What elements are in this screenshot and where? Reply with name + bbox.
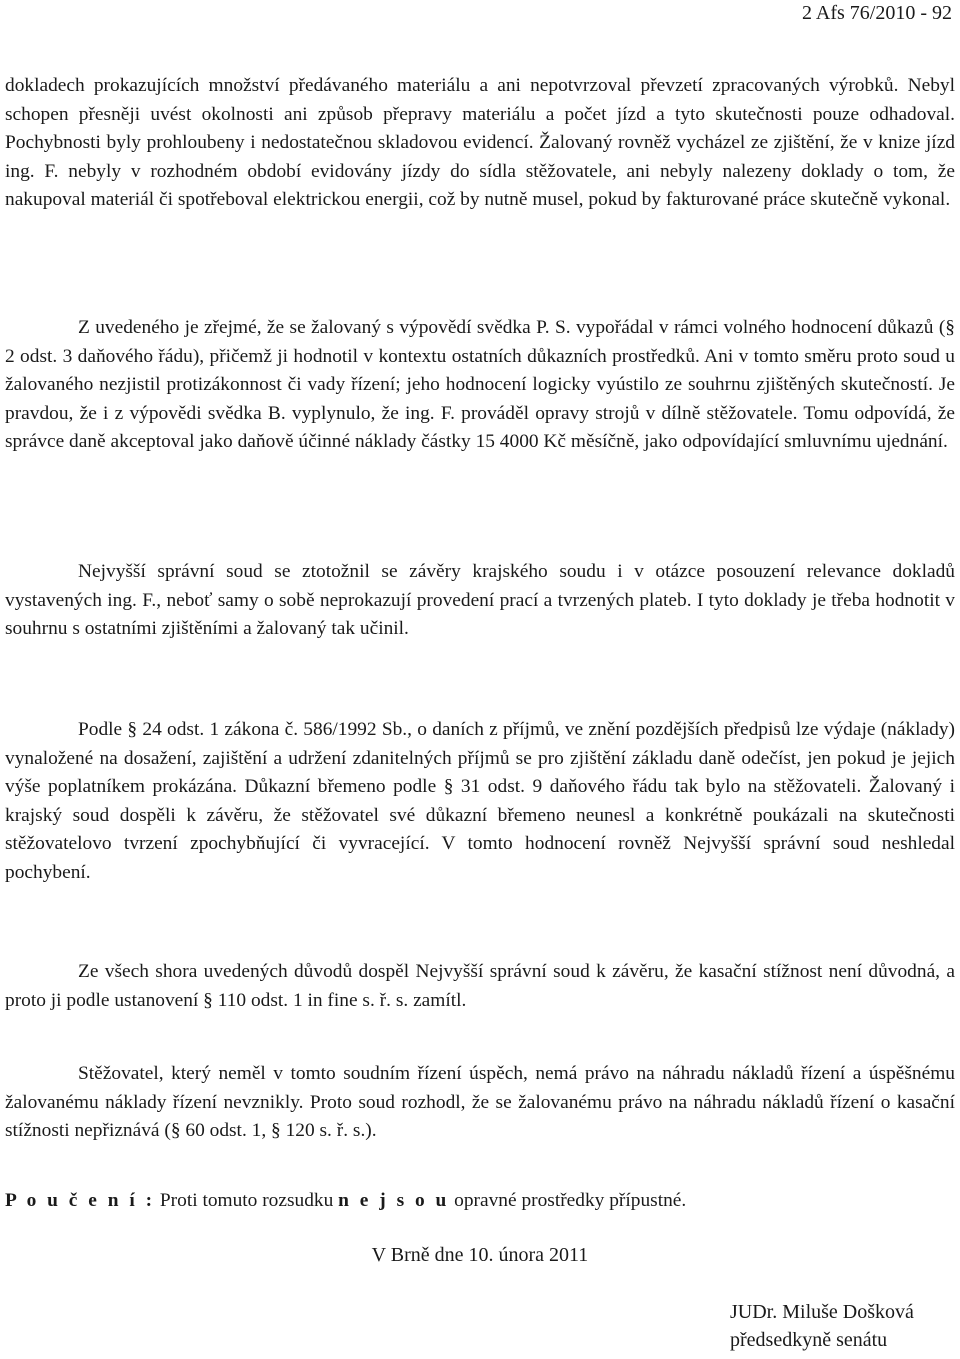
place-and-date: V Brně dne 10. února 2011 (371, 1244, 589, 1266)
paragraph-4: Podle § 24 odst. 1 zákona č. 586/1992 Sb., o daních z příjmů, ve znění pozdějších předpisů lze výdaje (náklady) vynaložené na dosažení, zajištění a udržení zdanitelných příjmů se pro zjištění základu daně odečíst, jen pokud je jejich výše poplatníkem prokázána. Důkazní břemeno podle § 31 odst. 9 daňového řádu tak bylo na stěžovateli. Žalovaný i krajský soud dospěli k závěru, že stěžovatel své důkazní břemeno neunesl a konkrétně poukázali na skutečnosti stěžovatelovo tvrzení zpochybňující či vyvracející. V tomto hodnocení rovněž Nejvyšší správní soud neshledal pochybení. (5, 719, 955, 883)
paragraph-3: Nejvyšší správní soud se ztotožnil se závěry krajského soudu i v otázce posouzení relevance dokladů vystavených ing. F., neboť samy o sobě neprokazují provedení prací a tvrzených plateb. I tyto doklady je třeba hodnotit v souhrnu s ostatními zjištěními a žalovaný tak učinil. (5, 561, 955, 640)
instruction-emphasis: n e j s o u (338, 1190, 450, 1211)
paragraph-5: Ze všech shora uvedených důvodů dospěl Nejvyšší správní soud k závěru, že kasační stížnost není důvodná, a proto ji podle ustanovení § 110 odst. 1 in fine s. ř. s. zamítl. (5, 961, 955, 1011)
instruction-text-before: Proti tomuto rozsudku (155, 1190, 339, 1211)
paragraph-1: dokladech prokazujících množství předávaného materiálu a ani nepotvrzoval převzetí zpracovaných výrobků. Nebyl schopen přesněji uvést okolnosti ani způsob přepravy materiálu a počet jízd a tyto skutečnosti pouze odhadoval. Pochybnosti byly prohloubeny i nedostatečnou skladovou evidencí. Žalovaný rovněž vycházel ze zjištění, že v knize jízd ing. F. nebyly v rozhodném období evidovány jízdy do sídla stěžovatele, ani nebyly nalezeny doklady o tom, že nakupoval materiál či spotřeboval elektrickou energii, což by nutně musel, pokud by fakturované práce skutečně vykonal. (5, 75, 955, 211)
signature-role: předsedkyně senátu (730, 1329, 888, 1351)
paragraph-6: Stěžovatel, který neměl v tomto soudním řízení úspěch, nemá právo na náhradu nákladů řízení a úspěšnému žalovanému náklady řízení nevznikly. Proto soud rozhodl, že se žalovanému právo na náhradu nákladů řízení o kasační stížnosti nepřiznává (§ 60 odst. 1, § 120 s. ř. s.). (5, 1063, 955, 1142)
legal-instruction (5, 1187, 955, 1216)
instruction-text-after: opravné prostředky přípustné. (449, 1190, 687, 1211)
case-number-header: 2 Afs 76/2010 - 92 (802, 2, 952, 24)
signature-block (730, 1298, 955, 1354)
signature-name: JUDr. Miluše Došková (730, 1301, 914, 1323)
instruction-label: P o u č e n í : (5, 1190, 156, 1211)
paragraph-2: Z uvedeného je zřejmé, že se žalovaný s výpovědí svědka P. S. vypořádal v rámci volného hodnocení důkazů (§ 2 odst. 3 daňového řádu), přičemž ji hodnotil v kontextu ostatních důkazních prostředků. Ani v tomto směru proto soud u žalovaného nezjistil protizákonnost či vady řízení; jeho hodnocení logicky vyústilo ze souhrnu zjištěných skutečností. Je pravdou, že i z výpovědi svědka B. vyplynulo, že ing. F. prováděl opravy strojů v dílně stěžovatele. Tomu odpovídá, že správce daně akceptoval jako daňově účinné náklady částky 15 4000 Kč měsíčně, jako odpovídající smluvnímu ujednání. (5, 317, 955, 453)
